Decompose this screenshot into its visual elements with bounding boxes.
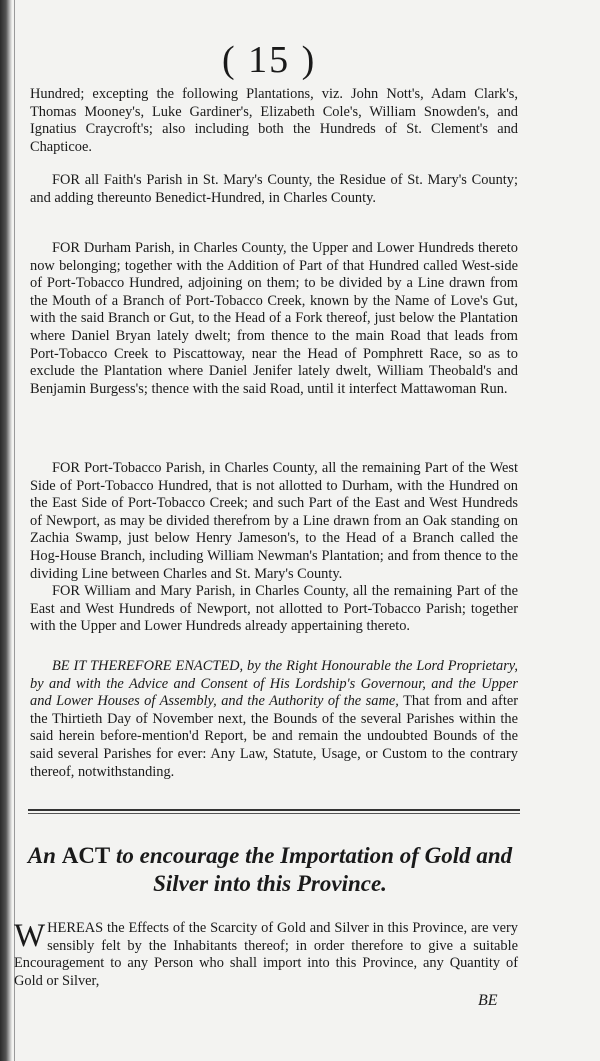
act-title <box>20 842 520 898</box>
paragraph-port-tobacco-parish <box>30 460 518 583</box>
paragraph-text: FOR Durham Parish, in Charles County, the Upper and Lower Hundreds thereto now belonging; together with the Addition of Part of that Hundred called West-side of Port-Tobacco Hundred, adjoining on them; to be divided by a Line drawn from the Mouth of a Branch of Port-Tobacco Creek, known by the Name of Love's Gut, with the said Branch or Gut, to the Head of a Fork thereof, just below the Plantation where Daniel Bryan lately dwelt; from thence to the main Road that leads from Port-Tobacco Creek to Piscattoway, near the Head of Pomphrett Race, so as to exclude the Plantation where Daniel Jenifer lately dwelt, William Theobald's and Benjamin Burgess's; thence with the said Road, until it interfect Mattawoman Run. <box>30 240 518 397</box>
act-body-text: HEREAS the Effects of the Scarcity of Gold and Silver in this Province, are very sensibly felt by the Inhabitants thereof; in order therefore to give a suitable Encouragement to any Person who shall import into this Province, any Quantity of Gold or Silver, <box>14 920 518 989</box>
paragraph-text: FOR all Faith's Parish in St. Mary's County, the Residue of St. Mary's County; and adding thereunto Benedict-Hundred, in Charles County. <box>30 172 518 206</box>
enactment-clause: BE IT THEREFORE ENACTED, by the Right Honourable the Lord Proprietary, by and with the Advice and Consent of His Lordship's Governour, and the Upper and Lower Houses of Assembly, and the Authority of the same, <box>30 658 518 710</box>
catchword: BE <box>478 992 498 1009</box>
paragraph-enactment <box>30 658 518 781</box>
paragraph-durham-parish <box>30 240 518 398</box>
act-title-an: An <box>27 843 56 868</box>
act-title-act: ACT <box>61 843 111 868</box>
paragraph-text: FOR Port-Tobacco Parish, in Charles County, all the remaining Part of the West Side of Port-Tobacco Hundred, that is not allotted to Durham, with the Hundred on the East Side of Port-Tobacco Creek; and such Part of the East and West Hundreds of Newport, as may be divided therefrom by a Line drawn from an Oak standing on Zachia Swamp, just below Henry Jameson's, to the Head of a Branch called the Hog-House Branch, including William Newman's Plantation; and from thence to the dividing Line between Charles and St. Mary's County. <box>30 460 518 582</box>
drop-cap: W <box>14 918 46 954</box>
paragraph-text: FOR William and Mary Parish, in Charles County, all the remaining Part of the East and West Hundreds of Newport, not allotted to Port-Tobacco Parish; together with the Upper and Lower Hundreds already appertaining thereto. <box>30 583 518 635</box>
paragraph-text: Hundred; excepting the following Plantations, viz. John Nott's, Adam Clark's, Thomas Mooney's, Luke Gardiner's, Elizabeth Cole's, William Snowden's, and Ignatius Craycroft's; also including both the Hundreds of St. Clement's and Chapticoe. <box>30 86 518 155</box>
paragraph-text <box>30 658 518 781</box>
page-number: ( 15 ) <box>222 39 317 81</box>
section-divider <box>28 809 520 811</box>
paragraph-william-and-mary-parish <box>30 583 518 636</box>
paragraph-hundred-exceptions <box>30 86 518 156</box>
binding-gutter <box>0 0 12 1061</box>
binding-line <box>14 0 15 1061</box>
act-title-rest: to encourage the Importation of Gold and Silver into this Province. <box>116 843 513 896</box>
paragraph-all-faiths-parish <box>30 172 518 207</box>
section-divider-thin <box>28 813 520 814</box>
act-body <box>14 920 518 990</box>
enactment-body: That from and after the Thirtieth Day of November next, the Bounds of the several Parishes within the said herein before-mention'd Report, be and remain the undoubted Bounds of the said several Parishes for ever: Any Law, Statute, Usage, or Custom to the contrary thereof, notwithstanding. <box>30 693 518 780</box>
